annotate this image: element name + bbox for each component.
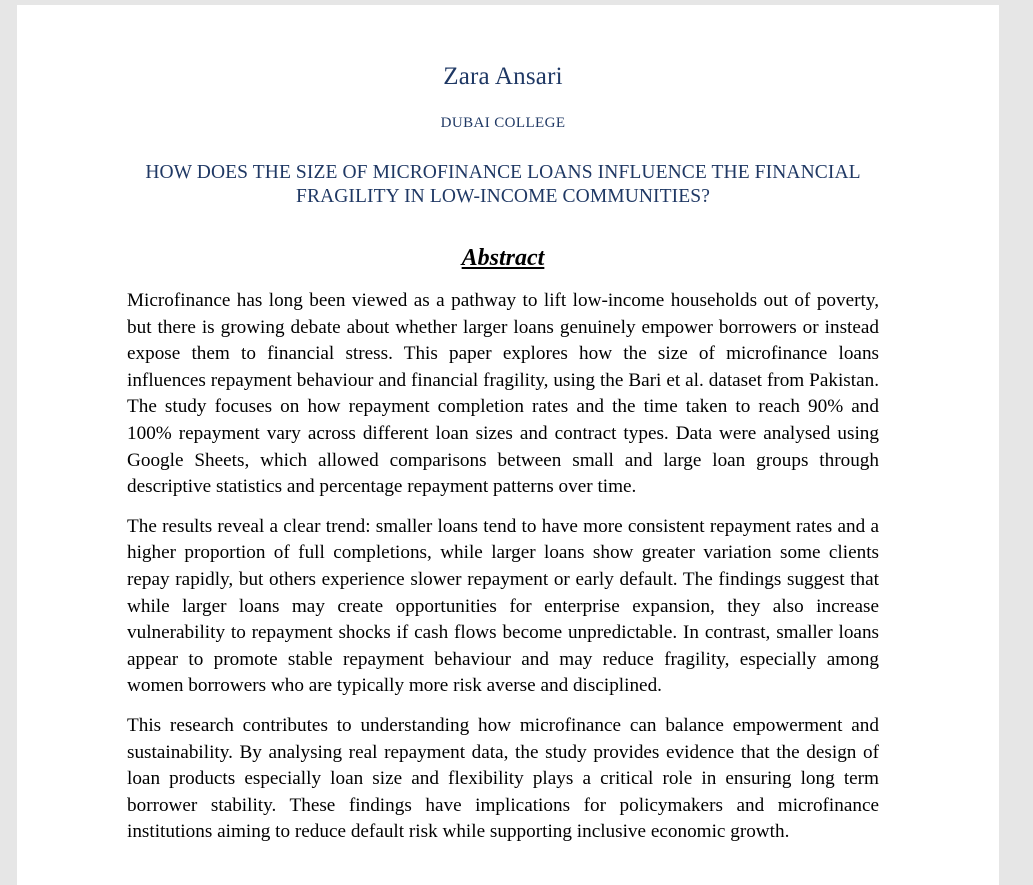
abstract-body [127, 272, 879, 846]
abstract-paragraph-1: Microfinance has long been viewed as a pathway to lift low-income households out of poverty, but there is growing debate about whether larger loans genuinely empower borrowers or instead expose them to financial stress. This paper explores how the size of microfinance loans influences repayment behaviour and financial fragility, using the Bari et al. dataset from Pakistan. The study focuses on how repayment completion rates and the time taken to reach 90% and 100% repayment vary across different loan sizes and contract types. Data were analysed using Google Sheets, which allowed comparisons between small and large loan groups through descriptive statistics and percentage repayment patterns over time. [127, 290, 879, 498]
page-content-column [127, 5, 879, 846]
institution-name: DUBAI COLLEGE [440, 115, 566, 131]
document-page [17, 5, 999, 885]
paper-title: HOW DOES THE SIZE OF MICROFINANCE LOANS INFLUENCE THE FINANCIAL FRAGILITY IN LOW-INCOME COMMUNITIES? [145, 162, 861, 207]
author-name: Zara Ansari [443, 63, 563, 90]
abstract-paragraph-3: This research contributes to understanding how microfinance can balance empowerment and sustainability. By analysing real repayment data, the study provides evidence that the design of loan products especially loan size and flexibility plays a critical role in ensuring long term borrower stability. These findings have implications for policymakers and microfinance institutions aiming to reduce default risk while supporting inclusive economic growth. [127, 714, 879, 843]
abstract-paragraph-2: The results reveal a clear trend: smaller loans tend to have more consistent repayment rates and a higher proportion of full completions, while larger loans show greater variation some clients repay rapidly, but others experience slower repayment or early default. The findings suggest that while larger loans may create opportunities for enterprise expansion, they also increase vulnerability to repayment shocks if cash flows become unpredictable. In contrast, smaller loans appear to promote stable repayment behaviour and may reduce fragility, especially among women borrowers who are typically more risk averse and disciplined. [127, 515, 879, 697]
abstract-section-heading: Abstract [461, 245, 545, 271]
